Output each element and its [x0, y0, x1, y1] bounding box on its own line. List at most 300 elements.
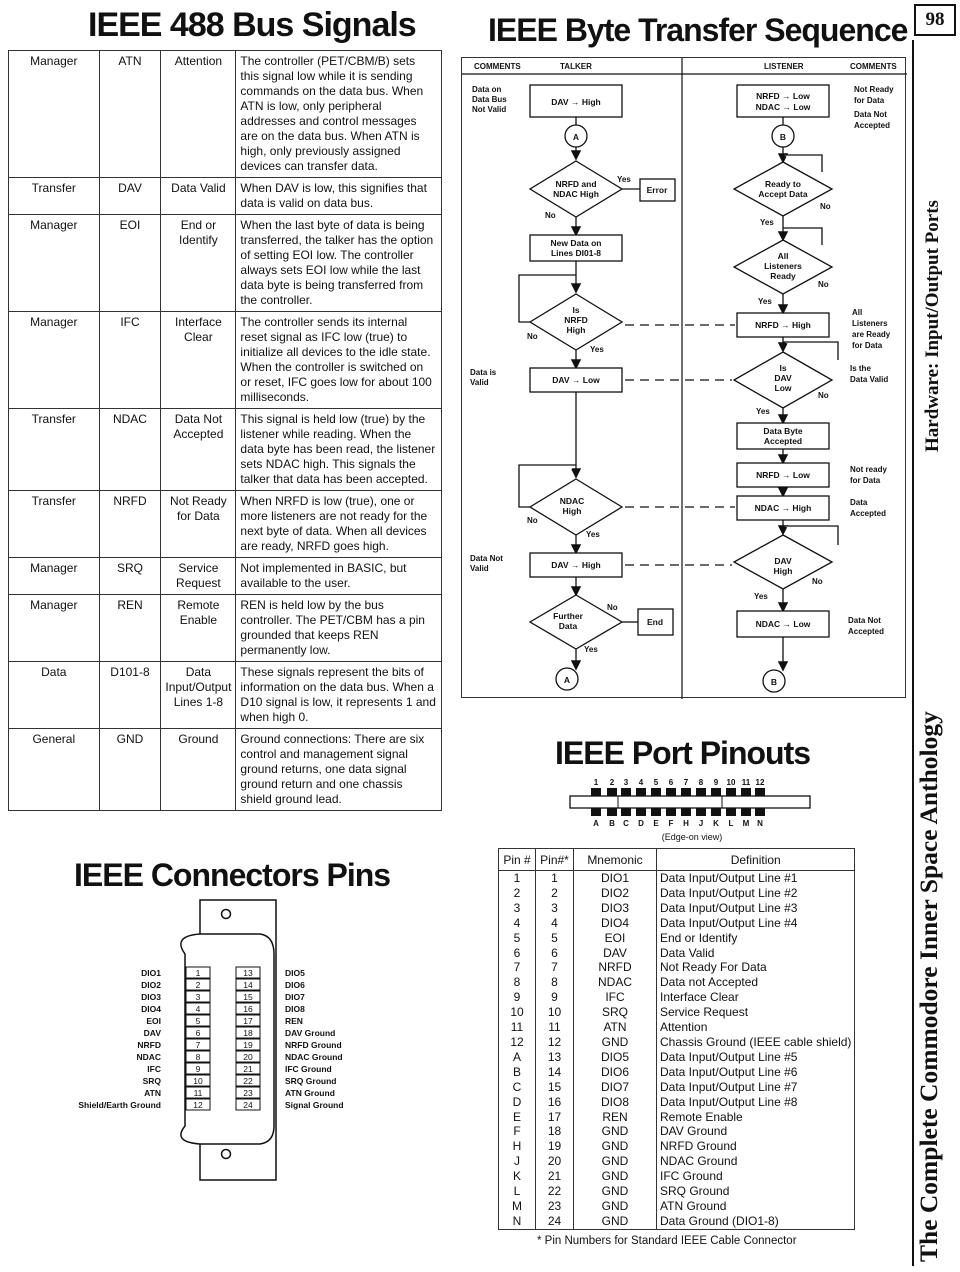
talker-new-data-2: Lines DI01-8 [550, 248, 602, 258]
signal-type: Transfer [9, 409, 100, 491]
connector-pin-number: 2 [195, 980, 201, 990]
connector-right-label: NRFD Ground [285, 1040, 342, 1050]
talker-nrfd-ndac-2: NDAC High [553, 189, 599, 199]
edge-pin-contact [591, 788, 601, 796]
pin-definition: Data Input/Output Line #7 [657, 1080, 855, 1095]
cable-pin-number: 14 [536, 1065, 574, 1080]
no-4: No [607, 603, 618, 612]
listener-all-3: Ready [770, 271, 796, 281]
listener-all-1: All [777, 251, 789, 261]
talker-ndac-high-2: High [562, 506, 582, 516]
pin-definition: DAV Ground [657, 1124, 855, 1139]
talker-dav-low: DAV → Low [552, 375, 600, 385]
connector-right-label: DIO6 [285, 980, 305, 990]
pin-mnemonic: GND [574, 1154, 657, 1169]
comment-left-2b: Valid [470, 378, 489, 387]
signal-mnemonic: IFC [99, 312, 161, 409]
pin-definition: IFC Ground [657, 1169, 855, 1184]
definition-header: Definition [657, 849, 855, 871]
connector-pin-number: 6 [195, 1028, 201, 1038]
comment-left-2a: Data is [470, 368, 497, 377]
talker-is-nrfd-3: High [566, 325, 586, 335]
yes-2: Yes [590, 345, 604, 354]
cable-pin-number: 9 [536, 990, 574, 1005]
byte-transfer-flowchart [461, 57, 906, 698]
no-2: No [527, 332, 538, 341]
bus-signal-row [9, 178, 442, 215]
signal-name: Attention [161, 51, 236, 178]
comment-left-3b: Valid [470, 564, 489, 573]
edge-pin-number: 8 [698, 778, 704, 787]
connector-left-label: ATN [144, 1088, 161, 1098]
pin-mnemonic: DIO3 [574, 901, 657, 916]
pin-number: 8 [499, 975, 536, 990]
edge-pin-letter: N [757, 819, 763, 828]
connector-right-label: NDAC Ground [285, 1052, 343, 1062]
edge-pin-letter: D [638, 819, 644, 828]
port-edge-view [560, 772, 820, 844]
cable-pin-number: 18 [536, 1124, 574, 1139]
edge-pin-number: 5 [653, 778, 659, 787]
comment-left-3a: Data Not [470, 554, 503, 563]
signal-mnemonic: SRQ [99, 558, 161, 595]
pin-definition: Data Ground (DIO1-8) [657, 1214, 855, 1229]
edge-pin-contact [681, 808, 691, 816]
yes-8: Yes [754, 592, 768, 601]
no-6: No [818, 280, 829, 289]
signal-description: REN is held low by the bus controller. The PET/CBM has a pin grounded that keeps REN permanently low. [236, 595, 442, 662]
comment-right-4b: Data Valid [850, 375, 889, 384]
connector-right-label: SRQ Ground [285, 1076, 337, 1086]
edge-pin-number: 1 [593, 778, 599, 787]
cable-pin-number: 5 [536, 931, 574, 946]
listener-dav-high-1: DAV [774, 556, 792, 566]
connector-right-label: ATN Ground [285, 1088, 335, 1098]
cable-pin-number: 2 [536, 886, 574, 901]
pin-number: 2 [499, 886, 536, 901]
connector-left-label: EOI [146, 1016, 161, 1026]
pin-mnemonic: REN [574, 1110, 657, 1125]
pin-mnemonic: EOI [574, 931, 657, 946]
pin-number: K [499, 1169, 536, 1184]
pin-definition: Data Input/Output Line #2 [657, 886, 855, 901]
connector-right-label: REN [285, 1016, 303, 1026]
pin-mnemonic: NRFD [574, 960, 657, 975]
pinout-row [499, 1199, 855, 1214]
comment-right-2a: Data Not [854, 110, 887, 119]
bus-signal-row [9, 662, 442, 729]
yes-3: Yes [586, 530, 600, 539]
pinout-footnote: * Pin Numbers for Standard IEEE Cable Connector [537, 1235, 797, 1247]
signal-type: Transfer [9, 491, 100, 558]
edge-pin-contact [711, 788, 721, 796]
pin-star-header: Pin#* [536, 849, 574, 871]
talker-is-nrfd-2: NRFD [564, 315, 588, 325]
cable-pin-number: 22 [536, 1184, 574, 1199]
signal-description: These signals represent the bits of information on the data bus. When a D10 signal is low, it represents 1 and when high 0. [236, 662, 442, 729]
pin-header: Pin # [499, 849, 536, 871]
comment-right-3a: All [852, 308, 863, 317]
listener-all-2: Listeners [764, 261, 802, 271]
connector-pin-number: 8 [195, 1052, 201, 1062]
connector-pin-number: 16 [243, 1004, 253, 1014]
connector-pin-number: 5 [195, 1016, 201, 1026]
pin-number: 4 [499, 916, 536, 931]
signal-description: When DAV is low, this signifies that data is valid on data bus. [236, 178, 442, 215]
signal-mnemonic: D101-8 [99, 662, 161, 729]
cable-pin-number: 8 [536, 975, 574, 990]
pin-number: D [499, 1095, 536, 1110]
connector-pin-number: 21 [243, 1064, 253, 1074]
edge-pin-letter: J [698, 819, 704, 828]
connector-left-label: DAV [143, 1028, 161, 1038]
pinout-row [499, 1110, 855, 1125]
pinout-row [499, 1065, 855, 1080]
cable-pin-number: 16 [536, 1095, 574, 1110]
pin-number: 1 [499, 871, 536, 886]
cable-pin-number: 10 [536, 1005, 574, 1020]
signal-description: This signal is held low (true) by the listener while reading. When the data byte has been read, the listener sets NDAC high. This signals the talker that data has been accepted. [236, 409, 442, 491]
connector-pin-number: 4 [195, 1004, 201, 1014]
connector-pin-number: 12 [193, 1100, 203, 1110]
pin-number: L [499, 1184, 536, 1199]
bus-signal-row [9, 491, 442, 558]
listener-byte-accepted-2: Accepted [763, 436, 803, 446]
pin-definition: Data Input/Output Line #3 [657, 901, 855, 916]
connector-b-top: B [779, 132, 787, 142]
edge-pin-letter: H [683, 819, 689, 828]
edge-pin-contact [696, 788, 706, 796]
pin-definition: End or Identify [657, 931, 855, 946]
edge-pin-contact [607, 808, 617, 816]
connector-left-label: DIO4 [141, 1004, 161, 1014]
pin-definition: Data Valid [657, 946, 855, 961]
cable-pin-number: 4 [536, 916, 574, 931]
cable-pin-number: 19 [536, 1139, 574, 1154]
pin-mnemonic: GND [574, 1169, 657, 1184]
edge-pin-letter: C [623, 819, 629, 828]
pin-number: N [499, 1214, 536, 1229]
edge-pin-letter: L [728, 819, 734, 828]
pin-definition: Data Input/Output Line #8 [657, 1095, 855, 1110]
connector-pin-number: 20 [243, 1052, 253, 1062]
side-subtitle: Hardware: Input/Output Ports [922, 200, 943, 452]
pin-mnemonic: IFC [574, 990, 657, 1005]
yes-1: Yes [617, 175, 631, 184]
signal-name: Data Input/Output Lines 1-8 [161, 662, 236, 729]
pin-number: 9 [499, 990, 536, 1005]
no-8: No [812, 577, 823, 586]
edge-caption: (Edge-on view) [661, 832, 723, 842]
pin-number: M [499, 1199, 536, 1214]
comment-left-1b: Data Bus [472, 95, 507, 104]
comment-right-5a: Not ready [850, 465, 887, 474]
signal-type: Manager [9, 595, 100, 662]
talker-new-data-1: New Data on [550, 238, 602, 248]
signal-name: Service Request [161, 558, 236, 595]
talker-further-2: Data [558, 621, 578, 631]
pin-mnemonic: DIO4 [574, 916, 657, 931]
pin-number: H [499, 1139, 536, 1154]
cable-pin-number: 7 [536, 960, 574, 975]
connector-pin-number: 14 [243, 980, 253, 990]
cable-pin-number: 6 [536, 946, 574, 961]
pinout-row [499, 975, 855, 990]
no-5: No [820, 202, 831, 211]
connector-left-label: IFC [147, 1064, 161, 1074]
cable-pin-number: 11 [536, 1020, 574, 1035]
pinout-row [499, 946, 855, 961]
listener-ndac-low: NDAC → Low [755, 102, 811, 112]
signal-type: Manager [9, 312, 100, 409]
listener-nrfd-low: NRFD → Low [756, 91, 810, 101]
bus-signal-row [9, 51, 442, 178]
header-listener: LISTENER [764, 62, 804, 71]
talker-end: End [646, 617, 664, 627]
connector-pin-number: 1 [195, 968, 201, 978]
listener-byte-accepted-1: Data Byte [763, 426, 803, 436]
connector-right-label: DIO7 [285, 992, 305, 1002]
no-1: No [545, 211, 556, 220]
yes-5: Yes [760, 218, 774, 227]
edge-pin-contact [621, 808, 631, 816]
talker-dav-high-2: DAV → High [551, 560, 601, 570]
pinout-row [499, 1050, 855, 1065]
connector-left-label: SRQ [142, 1076, 161, 1086]
comment-right-1a: Not Ready [854, 85, 894, 94]
signal-mnemonic: REN [99, 595, 161, 662]
connector-pin-number: 7 [195, 1040, 201, 1050]
edge-pin-contact [681, 788, 691, 796]
pin-number: J [499, 1154, 536, 1169]
listener-nrfd-high: NRFD → High [755, 320, 811, 330]
edge-pin-contact [726, 808, 736, 816]
signal-description: The controller (PET/CBM/B) sets this signal low while it is sending commands on the data bus. When ATN is low, only peripheral addresses and control messages are on the data bus. When ATN is high, only previously assigned devices can transfer data. [236, 51, 442, 178]
bus-signal-row [9, 595, 442, 662]
signal-mnemonic: DAV [99, 178, 161, 215]
bus-signal-row [9, 729, 442, 811]
signal-description: The controller sends its internal reset signal as IFC low (true) to initialize all devices to the idle state. When the controller is switched on or reset, IFC goes low for about 100 milliseconds. [236, 312, 442, 409]
pin-mnemonic: NDAC [574, 975, 657, 990]
talker-nrfd-ndac-1: NRFD and [555, 179, 597, 189]
edge-pin-contact [621, 788, 631, 796]
yes-6: Yes [758, 297, 772, 306]
signal-description: Ground connections: There are six control and management signal ground returns, one data signal ground return and one chassis shield ground lead. [236, 729, 442, 811]
connector-left-label: Shield/Earth Ground [78, 1100, 161, 1110]
bus-signal-row [9, 312, 442, 409]
pin-number: E [499, 1110, 536, 1125]
pin-definition: Chassis Ground (IEEE cable shield) [657, 1035, 855, 1050]
connector-left-label: NDAC [136, 1052, 161, 1062]
comment-left-1a: Data on [472, 85, 502, 94]
signal-description: Not implemented in BASIC, but available to the user. [236, 558, 442, 595]
header-comments-left: COMMENTS [474, 62, 521, 71]
connector-pin-number: 15 [243, 992, 253, 1002]
connector-right-label: DIO8 [285, 1004, 305, 1014]
listener-ndac-low-2: NDAC → Low [755, 619, 811, 629]
pinout-row [499, 916, 855, 931]
pinout-row [499, 1020, 855, 1035]
pin-number: 12 [499, 1035, 536, 1050]
comment-right-6a: Data [850, 498, 868, 507]
comment-right-1b: for Data [854, 96, 885, 105]
bus-signal-row [9, 409, 442, 491]
edge-pin-number: 11 [741, 778, 751, 787]
connector-pins-title: IEEE Connectors Pins [74, 857, 391, 893]
pin-definition: Data Input/Output Line #1 [657, 871, 855, 886]
connector-pin-number: 24 [243, 1100, 253, 1110]
header-comments-right: COMMENTS [850, 62, 897, 71]
cable-pin-number: 17 [536, 1110, 574, 1125]
bus-signal-row [9, 558, 442, 595]
pin-mnemonic: DIO7 [574, 1080, 657, 1095]
pinout-row [499, 1005, 855, 1020]
listener-is-dav-2: DAV [774, 373, 792, 383]
connector-right-label: DIO5 [285, 968, 305, 978]
cable-pin-number: 23 [536, 1199, 574, 1214]
pin-mnemonic: GND [574, 1184, 657, 1199]
pin-number: 10 [499, 1005, 536, 1020]
connector-b-bottom: B [770, 677, 778, 687]
pin-definition: Data Input/Output Line #4 [657, 916, 855, 931]
pinout-row [499, 1080, 855, 1095]
connector-right-label: DAV Ground [285, 1028, 336, 1038]
signal-description: When NRFD is low (true), one or more listeners are not ready for the next byte of data. When all devices are ready, NRFD goes high. [236, 491, 442, 558]
pin-definition: Data not Accepted [657, 975, 855, 990]
header-talker: TALKER [560, 62, 592, 71]
cable-pin-number: 15 [536, 1080, 574, 1095]
pin-mnemonic: DIO8 [574, 1095, 657, 1110]
connector-pin-number: 17 [243, 1016, 253, 1026]
edge-pin-contact [636, 808, 646, 816]
edge-pin-number: 7 [683, 778, 689, 787]
edge-pin-number: 9 [713, 778, 719, 787]
connector-left-label: DIO3 [141, 992, 161, 1002]
comment-left-1c: Not Valid [472, 105, 507, 114]
pin-definition: Interface Clear [657, 990, 855, 1005]
pinout-row [499, 1139, 855, 1154]
mnemonic-header: Mnemonic [574, 849, 657, 871]
edge-pin-letter: E [653, 819, 659, 828]
pin-number: B [499, 1065, 536, 1080]
pin-number: 7 [499, 960, 536, 975]
signal-mnemonic: GND [99, 729, 161, 811]
pinout-row [499, 901, 855, 916]
cable-pin-number: 3 [536, 901, 574, 916]
talker-is-nrfd-1: Is [572, 305, 580, 315]
pin-mnemonic: GND [574, 1214, 657, 1229]
edge-pin-contact [591, 808, 601, 816]
edge-pin-contact [666, 788, 676, 796]
signal-name: Interface Clear [161, 312, 236, 409]
edge-pin-contact [666, 808, 676, 816]
pin-mnemonic: DIO2 [574, 886, 657, 901]
pinout-row [499, 990, 855, 1005]
edge-pin-contact [726, 788, 736, 796]
pinout-row [499, 1154, 855, 1169]
pin-mnemonic: DIO1 [574, 871, 657, 886]
pin-number: A [499, 1050, 536, 1065]
connector-pin-number: 22 [243, 1076, 253, 1086]
pinout-row [499, 931, 855, 946]
cable-pin-number: 12 [536, 1035, 574, 1050]
pin-definition: Data Input/Output Line #5 [657, 1050, 855, 1065]
pin-mnemonic: GND [574, 1035, 657, 1050]
signal-name: Data Valid [161, 178, 236, 215]
connector-right-label: IFC Ground [285, 1064, 332, 1074]
pin-mnemonic: GND [574, 1199, 657, 1214]
connector-pin-number: 19 [243, 1040, 253, 1050]
flowchart-svg [462, 58, 907, 699]
edge-pin-contact [696, 808, 706, 816]
edge-pin-contact [636, 788, 646, 796]
edge-pin-number: 4 [638, 778, 644, 787]
connector-pin-number: 10 [193, 1076, 203, 1086]
pinout-row [499, 960, 855, 975]
signal-mnemonic: NDAC [99, 409, 161, 491]
pin-number: F [499, 1124, 536, 1139]
signal-type: Manager [9, 558, 100, 595]
bus-signal-row [9, 215, 442, 312]
edge-pin-contact [651, 788, 661, 796]
connector-pin-number: 3 [195, 992, 201, 1002]
edge-pin-number: 10 [726, 778, 736, 787]
connector-right-label: Signal Ground [285, 1100, 344, 1110]
comment-right-3b: Listeners [852, 319, 888, 328]
talker-ndac-high-1: NDAC [559, 496, 585, 506]
comment-right-5b: for Data [850, 476, 881, 485]
pinout-row [499, 1184, 855, 1199]
no-7: No [818, 391, 829, 400]
pin-definition: Not Ready For Data [657, 960, 855, 975]
pin-definition: Data Input/Output Line #6 [657, 1065, 855, 1080]
pinout-row [499, 1035, 855, 1050]
comment-right-3c: are Ready [852, 330, 891, 339]
pinout-row [499, 1095, 855, 1110]
connector-pin-number: 23 [243, 1088, 253, 1098]
pin-mnemonic: GND [574, 1139, 657, 1154]
listener-ndac-high: NDAC → High [754, 503, 812, 513]
edge-pin-number: 2 [609, 778, 615, 787]
signal-mnemonic: NRFD [99, 491, 161, 558]
edge-pin-letter: M [742, 819, 750, 828]
signal-type: General [9, 729, 100, 811]
pinout-row [499, 871, 855, 886]
pin-definition: NDAC Ground [657, 1154, 855, 1169]
connector-pin-number: 9 [195, 1064, 201, 1074]
comment-right-7a: Data Not [848, 616, 881, 625]
edge-pin-contact [741, 808, 751, 816]
connector-a-top: A [572, 132, 580, 142]
pin-mnemonic: ATN [574, 1020, 657, 1035]
edge-pin-contact [651, 808, 661, 816]
connector-pin-number: 11 [193, 1088, 203, 1098]
connector-left-label: DIO1 [141, 968, 161, 978]
pinout-row [499, 1124, 855, 1139]
talker-further-1: Further [553, 611, 583, 621]
connector-left-label: DIO2 [141, 980, 161, 990]
pin-mnemonic: GND [574, 1124, 657, 1139]
pin-definition: Attention [657, 1020, 855, 1035]
signal-type: Manager [9, 51, 100, 178]
pin-mnemonic: DAV [574, 946, 657, 961]
pin-number: 11 [499, 1020, 536, 1035]
port-pinouts-title: IEEE Port Pinouts [555, 735, 811, 771]
comment-right-3d: for Data [852, 341, 883, 350]
pinout-row [499, 1169, 855, 1184]
edge-pin-letter: F [668, 819, 674, 828]
pin-mnemonic: DIO5 [574, 1050, 657, 1065]
